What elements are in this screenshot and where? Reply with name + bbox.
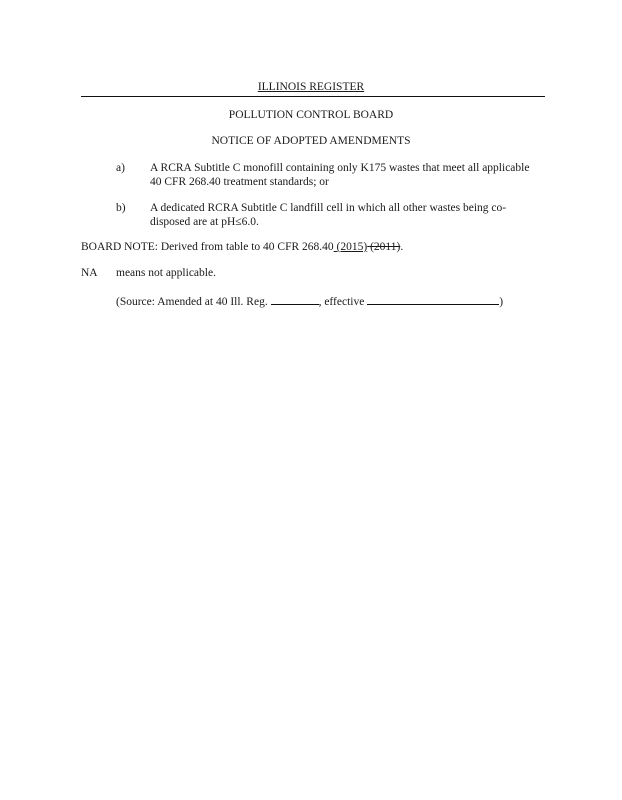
effective-date-blank — [367, 293, 499, 305]
list-item-text: A dedicated RCRA Subtitle C landfill cell in which all other wastes being co-disposed are at pH≤6.0. — [150, 202, 507, 228]
board-note-suffix: . — [400, 241, 404, 253]
source-suffix: ) — [499, 296, 504, 308]
list-item-label: a) — [116, 162, 125, 174]
board-note — [81, 240, 551, 254]
source-note — [116, 293, 536, 309]
header-divider — [81, 96, 545, 97]
deleted-text: (2011) — [367, 241, 401, 253]
inserted-text: (2015) — [333, 241, 368, 253]
board-note-text: BOARD NOTE: Derived from table to 40 CFR 268.40 — [81, 241, 334, 253]
register-volume-blank — [271, 293, 319, 305]
agency-name: POLLUTION CONTROL BOARD — [228, 109, 394, 121]
source-middle: , effective — [318, 296, 368, 308]
source-prefix: (Source: Amended at 40 Ill. Reg. — [116, 296, 271, 308]
notice-title: NOTICE OF ADOPTED AMENDMENTS — [211, 135, 411, 147]
list-item-text: A RCRA Subtitle C monofill containing only K175 wastes that meet all applicable 40 CFR 268.40 treatment standards; or — [150, 162, 530, 188]
na-definition-text: means not applicable. — [116, 267, 216, 279]
register-title: ILLINOIS REGISTER — [257, 81, 365, 93]
na-abbreviation: NA — [81, 267, 98, 279]
list-item-label: b) — [116, 202, 126, 214]
